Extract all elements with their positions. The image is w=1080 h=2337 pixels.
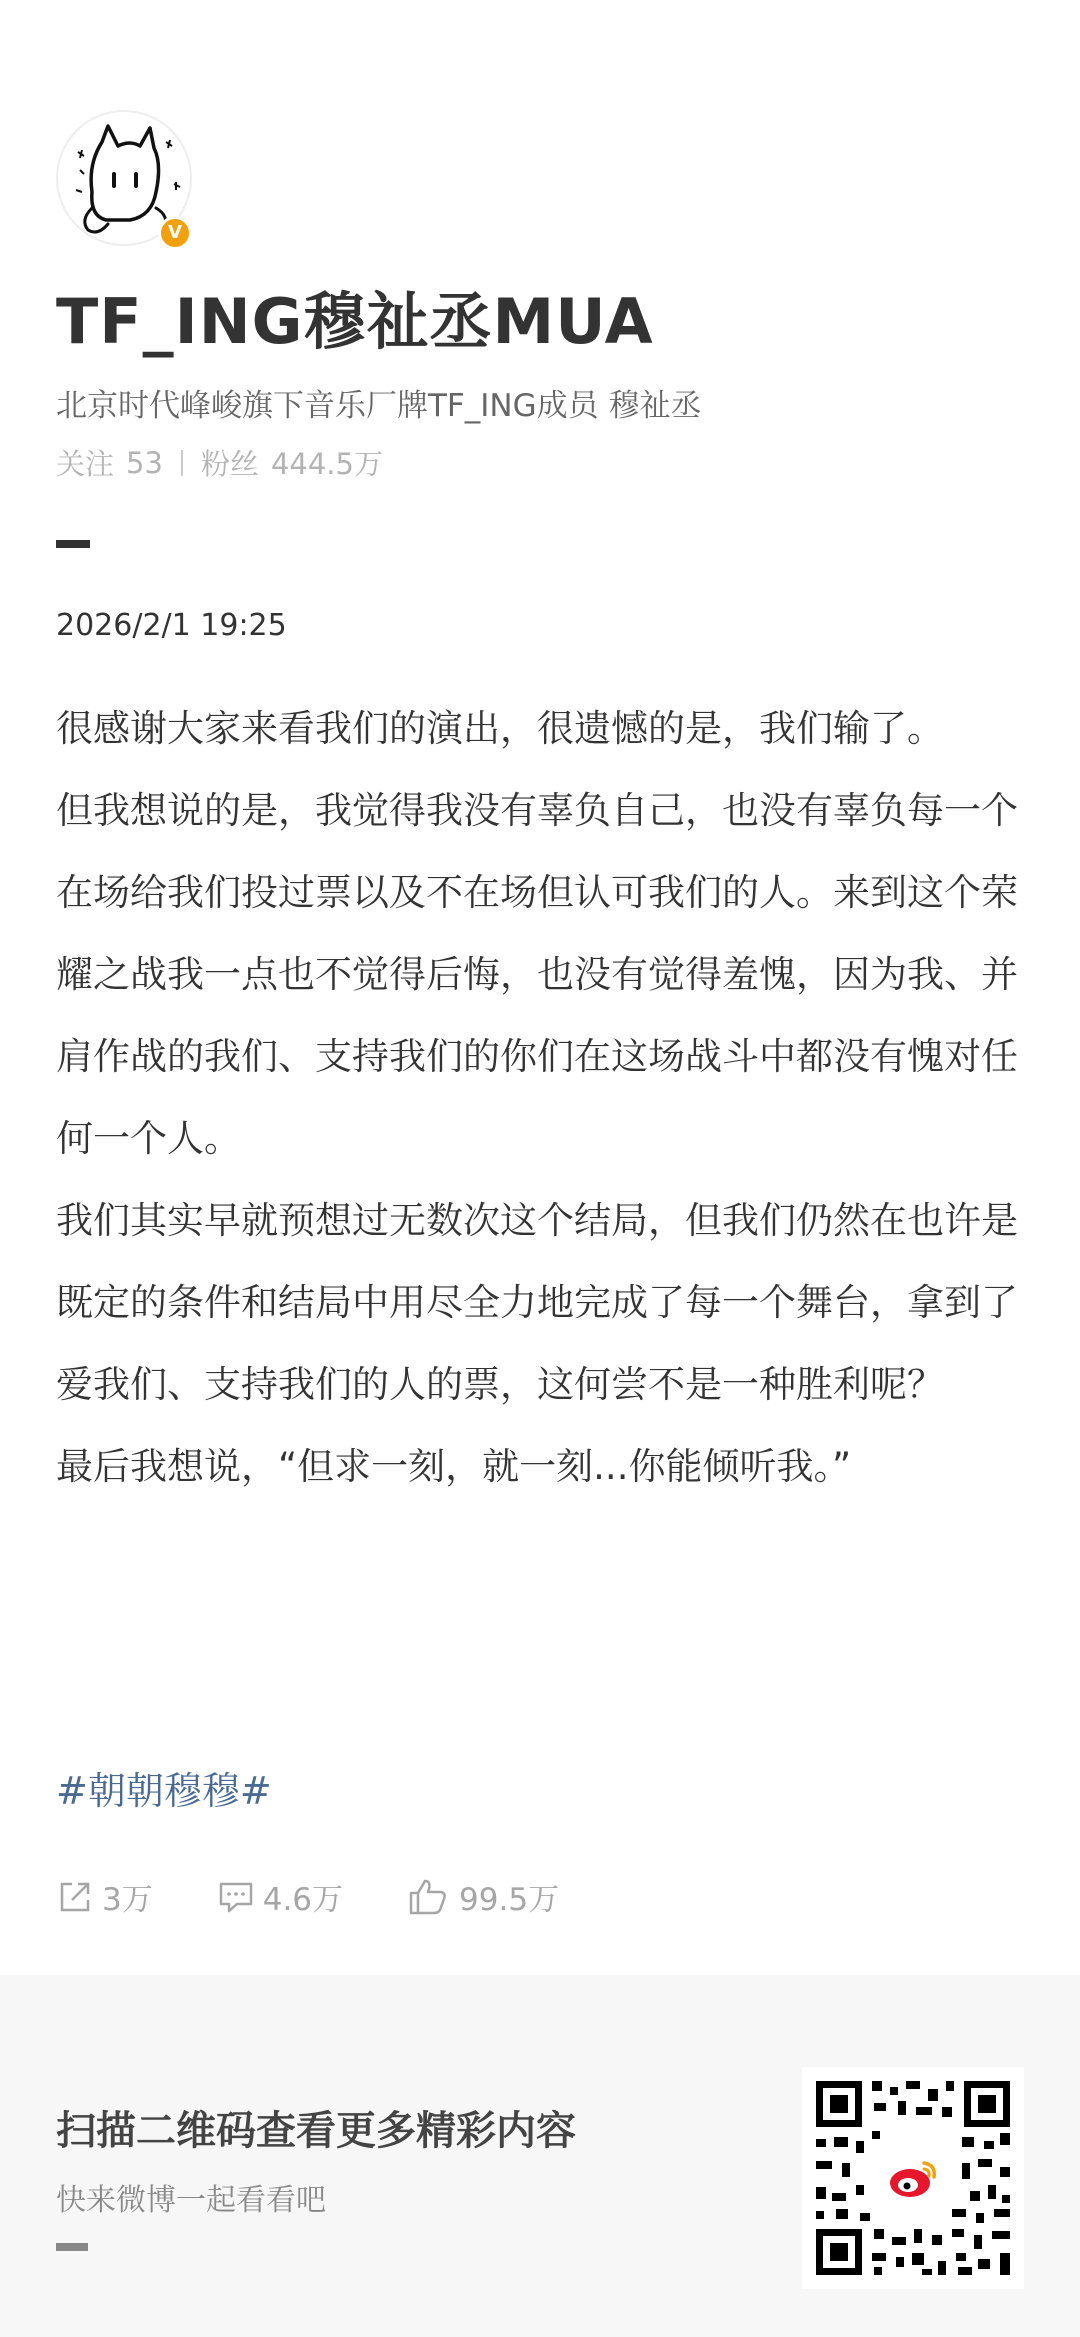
like-count: 99.5万 (459, 1882, 560, 1918)
section-divider (56, 540, 90, 548)
post-paragraph: 最后我想说，“但求一刻，就一刻...你能倾听我。” (56, 1445, 852, 1488)
footer-title: 扫描二维码查看更多精彩内容 (56, 2108, 576, 2154)
repost-button[interactable] (56, 1874, 153, 1919)
comment-count: 4.6万 (262, 1882, 344, 1918)
hashtag-link[interactable]: #朝朝穆穆# (56, 1769, 272, 1813)
following-count: 53 (126, 445, 163, 480)
comment-button[interactable] (217, 1874, 343, 1919)
profile-bio: 北京时代峰峻旗下音乐厂牌TF_ING成员 穆祉丞 (56, 388, 702, 424)
like-button[interactable] (407, 1874, 559, 1919)
post-actions (56, 1874, 623, 1919)
post-content (56, 688, 1026, 1508)
qr-code[interactable] (802, 2067, 1024, 2289)
profile-name[interactable]: TF_ING穆祉丞MUA (56, 285, 654, 358)
thumbs-up-icon (407, 1877, 451, 1917)
repost-count: 3万 (102, 1882, 153, 1918)
comment-icon (217, 1878, 255, 1916)
footer-divider (56, 2243, 88, 2251)
post-paragraph: 我们其实早就预想过无数次这个结局，但我们仍然在也许是既定的条件和结局中用尽全力地完成了每一个舞台，拿到了爱我们、支持我们的人的票，这何尝不是一种胜利呢？ (56, 1199, 1018, 1406)
profile-stats (56, 442, 383, 483)
stats-divider (181, 450, 183, 476)
qr-code-icon (802, 2067, 1024, 2289)
followers-count: 444.5万 (270, 447, 383, 481)
share-icon (56, 1878, 94, 1916)
footer-subtitle: 快来微博一起看看吧 (56, 2183, 326, 2218)
post-paragraph: 但我想说的是，我觉得我没有辜负自己，也没有辜负每一个在场给我们投过票以及不在场但认可我们的人。来到这个荣耀之战我一点也不觉得后悔，也没有觉得羞愧，因为我、并肩作战的我们、支持我们的你们在这场战斗中都没有愧对任何一个人。 (56, 789, 1018, 1160)
post-paragraph: 很感谢大家来看我们的演出，很遗憾的是，我们输了。 (56, 707, 944, 750)
following-label: 关注 (56, 447, 115, 481)
share-footer (0, 1975, 1080, 2337)
followers-label: 粉丝 (200, 447, 259, 481)
post-timestamp: 2026/2/1 19:25 (56, 608, 287, 643)
verified-badge-icon: V (158, 216, 192, 250)
